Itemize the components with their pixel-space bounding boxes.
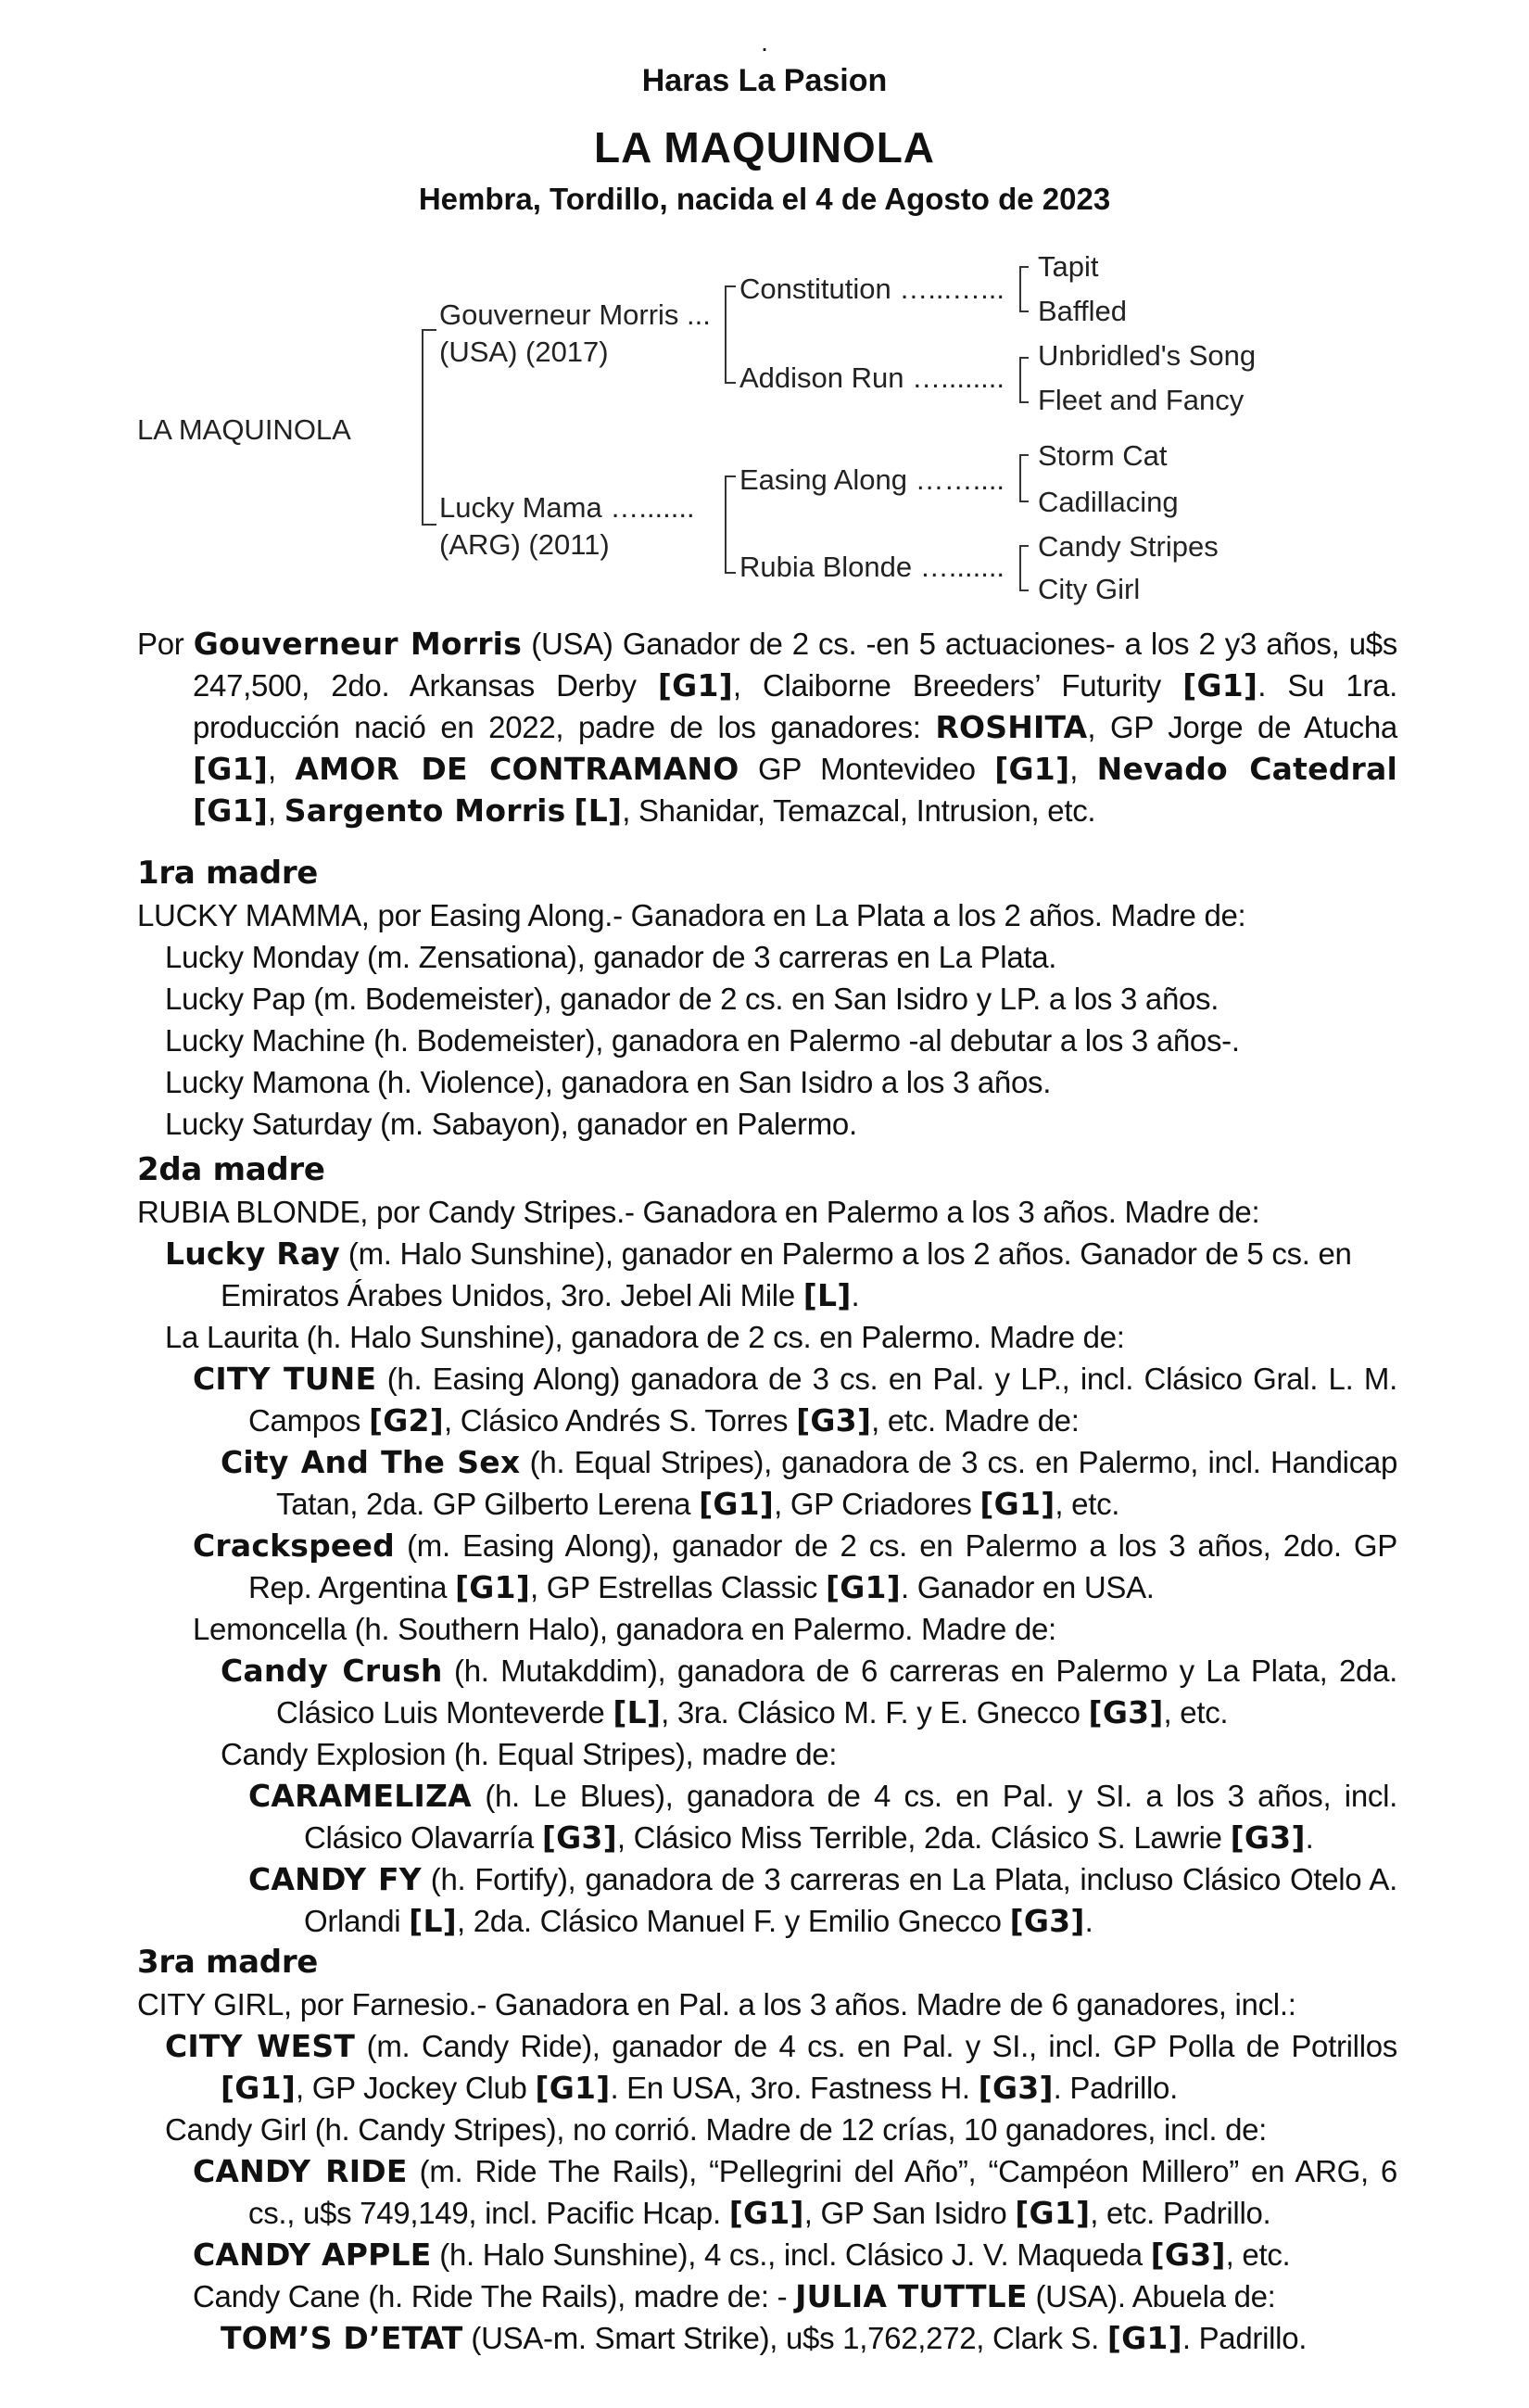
list-item: CANDY RIDE (m. Ride The Rails), “Pellegrini del Año”, “Campéon Millero” en ARG, 6 cs., u$s 749,149, incl. Pacific Hcap. [G1], GP San Isidro [G1], etc. Padrillo. bbox=[193, 2153, 1397, 2231]
bracket-ss bbox=[1019, 266, 1029, 312]
sire-paragraph: Por Gouverneur Morris (USA) Ganador de 2 cs. -en 5 actuaciones- a los 2 y3 años, u$s 247,500, 2do. Arkansas Derby [G1], Claiborne Breeders’ Futurity [G1]. Su 1ra. producción nació en 2022, padre de los ganadores: ROSHITA, GP Jorge de Atucha [G1], AMOR DE CONTRAMANO GP Montevideo [G1], Nevado Catedral [G1], Sargento Morris [L], Shanidar, Temazcal, Intrusion, etc. bbox=[137, 626, 1398, 829]
bracket-sire bbox=[725, 285, 736, 384]
second-dam-heading: 2da madre bbox=[137, 1151, 325, 1188]
list-item: Lucky Pap (m. Bodemeister), ganador de 2 cs. en San Isidro y LP. a los 3 años. bbox=[165, 982, 1219, 1016]
first-dam-heading: 1ra madre bbox=[137, 855, 319, 892]
list-item: City And The Sex (h. Equal Stripes), ganadora de 3 cs. en Palermo, incl. Handicap Tatan, 2da. GP Gilberto Lerena [G1], GP Criadores [G1], etc. bbox=[221, 1444, 1397, 1522]
pedigree-dam: Lucky Mama …....... bbox=[439, 491, 695, 524]
third-dam-heading: 3ra madre bbox=[137, 1944, 319, 1981]
list-item: Lemoncella (h. Southern Halo), ganadora en Palermo. Madre de: bbox=[193, 1612, 1056, 1646]
horse-title: LA MAQUINOLA bbox=[593, 123, 936, 171]
bracket-gen1 bbox=[422, 329, 436, 526]
bracket-dd bbox=[1019, 545, 1029, 591]
list-item: Crackspeed (m. Easing Along), ganador de 2 cs. en Palermo a los 3 años, 2do. GP Rep. Argentina [G1], GP Estrellas Classic [G1]. Ganador en USA. bbox=[193, 1527, 1397, 1605]
bracket-dam bbox=[725, 475, 736, 574]
pedigree-sds: Unbridled's Song bbox=[1038, 339, 1257, 372]
first-dam-intro: LUCKY MAMMA, por Easing Along.- Ganadora en La Plata a los 2 años. Madre de: bbox=[137, 898, 1246, 932]
list-item: Candy Crush (h. Mutakddim), ganadora de 6 carreras en Palermo y La Plata, 2da. Clásico Luis Monteverde [L], 3ra. Clásico M. F. y E. Gnecco [G3], etc. bbox=[221, 1653, 1397, 1730]
list-item: Lucky Mamona (h. Violence), ganadora en San Isidro a los 3 años. bbox=[165, 1065, 1052, 1099]
pedigree-sss: Tapit bbox=[1038, 250, 1099, 283]
horse-subtitle: Hembra, Tordillo, nacida el 4 de Agosto de 2023 bbox=[418, 182, 1111, 216]
pedigree-ssd: Baffled bbox=[1038, 295, 1127, 327]
list-item: TOM’S D’ETAT (USA-m. Smart Strike), u$s 1,762,272, Clark S. [G1]. Padrillo. bbox=[221, 2320, 1308, 2356]
list-item: CITY TUNE (h. Easing Along) ganadora de 3 cs. en Pal. y LP., incl. Clásico Gral. L. M. Campos [G2], Clásico Andrés S. Torres [G3], etc. Madre de: bbox=[193, 1361, 1397, 1438]
list-item: Candy Cane (h. Ride The Rails), madre de: - JULIA TUTTLE (USA). Abuela de: bbox=[193, 2278, 1276, 2314]
list-item: La Laurita (h. Halo Sunshine), ganadora de 2 cs. en Palermo. Madre de: bbox=[165, 1320, 1125, 1354]
list-item: Candy Girl (h. Candy Stripes), no corrió. Madre de 12 crías, 10 ganadores, incl. de: bbox=[165, 2112, 1268, 2147]
pedigree-sire-origin: (USA) (2017) bbox=[439, 336, 609, 368]
second-dam-section bbox=[137, 1149, 1397, 1942]
third-dam-section bbox=[137, 1942, 1397, 2359]
header-dot: . bbox=[761, 28, 768, 57]
pedigree-dsd: Cadillacing bbox=[1038, 486, 1179, 518]
first-dam-section bbox=[137, 853, 1397, 1145]
pedigree-ddd: City Girl bbox=[1038, 573, 1141, 605]
pedigree-dam-dam: Rubia Blonde …....... bbox=[739, 551, 1005, 583]
breeder-name: Haras La Pasion bbox=[641, 63, 888, 98]
pedigree-dds: Candy Stripes bbox=[1038, 530, 1219, 563]
list-item: CITY WEST (m. Candy Ride), ganador de 4 cs. en Pal. y SI., incl. GP Polla de Potrillos [G1], GP Jockey Club [G1]. En USA, 3ro. Fastness H. [G3]. Padrillo. bbox=[165, 2028, 1397, 2106]
list-item: Lucky Saturday (m. Sabayon), ganador en Palermo. bbox=[165, 1107, 857, 1141]
list-item: CANDY FY (h. Fortify), ganadora de 3 carreras en La Plata, incluso Clásico Otelo A. Orlandi [L], 2da. Clásico Manuel F. y Emilio Gnecco [G3]. bbox=[248, 1861, 1397, 1939]
pedigree-dam-origin: (ARG) (2011) bbox=[439, 528, 610, 561]
sire-name: Gouverneur Morris bbox=[193, 626, 523, 662]
third-dam-intro: CITY GIRL, por Farnesio.- Ganadora en Pal. a los 3 años. Madre de 6 ganadores, incl.: bbox=[137, 1987, 1296, 2021]
list-item: Lucky Monday (m. Zensationa), ganador de 3 carreras en La Plata. bbox=[165, 940, 1057, 974]
pedigree-subject: LA MAQUINOLA bbox=[137, 413, 351, 446]
list-item: Lucky Machine (h. Bodemeister), ganadora en Palermo -al debutar a los 3 años-. bbox=[165, 1023, 1240, 1058]
pedigree-sdd: Fleet and Fancy bbox=[1038, 384, 1245, 416]
list-item: Lucky Ray (m. Halo Sunshine), ganador en Palermo a los 2 años. Ganador de 5 cs. en Emiratos Árabes Unidos, 3ro. Jebel Ali Mile [L]. bbox=[165, 1236, 1352, 1313]
pedigree-dam-sire: Easing Along …….... bbox=[739, 463, 1005, 496]
bracket-ds bbox=[1019, 454, 1029, 502]
list-item: Candy Explosion (h. Equal Stripes), madre de: bbox=[221, 1737, 838, 1771]
pedigree-dss: Storm Cat bbox=[1038, 439, 1168, 472]
pedigree-sire-sire: Constitution …...…... bbox=[739, 272, 1005, 305]
bracket-sd bbox=[1019, 357, 1029, 403]
pedigree-sire: Gouverneur Morris ... bbox=[439, 298, 711, 331]
sire-description bbox=[137, 623, 1397, 831]
list-item: CANDY APPLE (h. Halo Sunshine), 4 cs., incl. Clásico J. V. Maqueda [G3], etc. bbox=[193, 2237, 1291, 2273]
list-item: CARAMELIZA (h. Le Blues), ganadora de 4 cs. en Pal. y SI. a los 3 años, incl. Clásico Olavarría [G3], Clásico Miss Terrible, 2da. Clásico S. Lawrie [G3]. bbox=[248, 1778, 1397, 1856]
second-dam-intro: RUBIA BLONDE, por Candy Stripes.- Ganadora en Palermo a los 3 años. Madre de: bbox=[137, 1195, 1260, 1229]
pedigree-sire-dam: Addison Run …........ bbox=[739, 361, 1005, 394]
